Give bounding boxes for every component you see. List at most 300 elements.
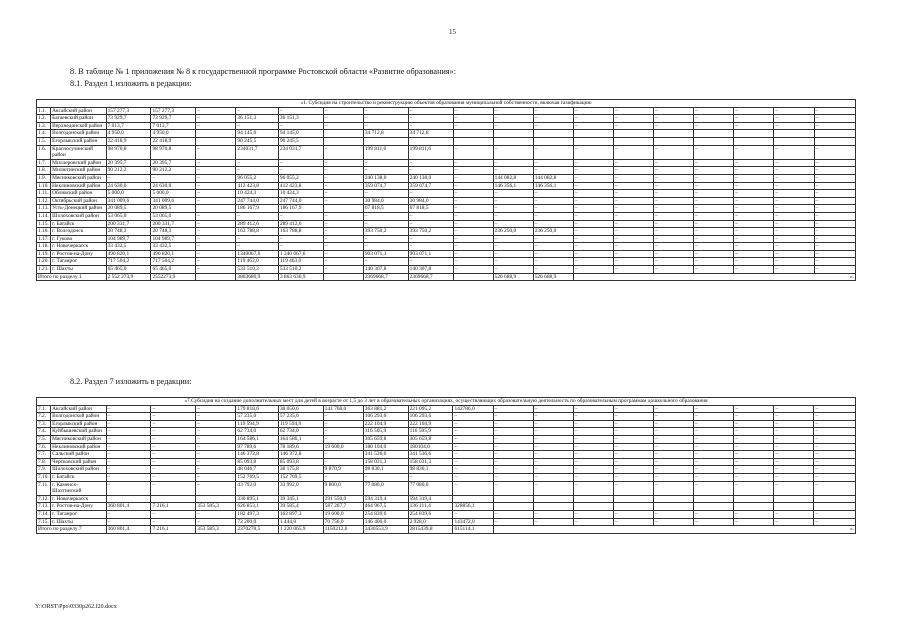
amount-cell: – bbox=[493, 250, 533, 258]
amount-cell: 247 744,0 bbox=[278, 197, 323, 205]
amount-cell: – bbox=[196, 466, 236, 474]
amount-cell: – bbox=[573, 212, 613, 220]
amount-cell: – bbox=[654, 115, 694, 123]
table-caption: «7.Субсидия на создание дополнительных мест для детей в возрасте от 1,5 до 3 лет в образовательных организациях, осуществляющих образовательную деятельность по образовательным программам дошкольного образования bbox=[37, 398, 856, 406]
amount-cell: 57 235,0 bbox=[236, 413, 278, 421]
row-number: 1.17. bbox=[38, 235, 49, 242]
amount-cell: – bbox=[106, 473, 151, 481]
amount-cell: – bbox=[363, 243, 408, 251]
amount-cell: – bbox=[814, 428, 856, 436]
amount-cell: 5 000,0 bbox=[151, 190, 196, 198]
amount-cell: – bbox=[734, 190, 774, 198]
total-cell: 353 585,3 bbox=[196, 526, 236, 534]
table-row bbox=[37, 174, 856, 182]
amount-cell: 464 967,5 bbox=[363, 503, 408, 511]
amount-cell bbox=[653, 503, 693, 511]
amount-cell: – bbox=[774, 435, 814, 443]
amount-cell bbox=[613, 137, 653, 145]
amount-cell: – bbox=[493, 220, 533, 228]
amount-cell: – bbox=[694, 145, 734, 159]
amount-cell: – bbox=[774, 266, 814, 274]
table-row bbox=[37, 190, 856, 198]
amount-cell: – bbox=[774, 205, 814, 213]
amount-cell: – bbox=[196, 266, 236, 274]
amount-cell: – bbox=[533, 428, 573, 436]
amount-cell: 48 046,7 bbox=[236, 466, 278, 474]
amount-cell: – bbox=[734, 250, 774, 258]
amount-cell: – bbox=[654, 258, 694, 266]
amount-cell: 247 744,0 bbox=[236, 197, 278, 205]
amount-cell: – bbox=[106, 451, 151, 459]
amount-cell bbox=[774, 503, 814, 511]
amount-cell: 254 839,6 bbox=[363, 510, 408, 518]
total-cell: 615114,1 bbox=[453, 526, 493, 534]
amount-cell: 20 748,3 bbox=[106, 228, 151, 236]
amount-cell: – bbox=[694, 428, 734, 436]
amount-cell: – bbox=[694, 473, 734, 481]
amount-cell: – bbox=[774, 145, 814, 159]
amount-cell: – bbox=[774, 451, 814, 459]
amount-cell: – bbox=[453, 420, 493, 428]
municipality-name: Верхнедонской район bbox=[51, 122, 106, 130]
amount-cell: – bbox=[814, 266, 856, 274]
amount-cell: 359 074,7 bbox=[408, 182, 453, 190]
amount-cell: – bbox=[323, 243, 363, 251]
row-number: 7.11. bbox=[37, 481, 51, 495]
amount-cell: – bbox=[408, 115, 453, 123]
amount-cell: 240 138,0 bbox=[363, 174, 408, 182]
row-number: 7.13. bbox=[38, 503, 49, 510]
municipality-name: г. Шахты bbox=[51, 266, 106, 274]
amount-cell: – bbox=[196, 235, 236, 243]
total-label: Итого по разделу 1 bbox=[37, 273, 107, 281]
total-cell: 526 688,9 bbox=[493, 273, 533, 281]
amount-cell: – bbox=[453, 220, 493, 228]
amount-cell bbox=[694, 503, 734, 511]
table-row bbox=[37, 107, 856, 115]
row-number: 1.13. bbox=[38, 205, 49, 212]
amount-cell: – bbox=[694, 107, 734, 115]
amount-cell: – bbox=[774, 182, 814, 190]
amount-cell: – bbox=[196, 510, 236, 518]
amount-cell: – bbox=[323, 212, 363, 220]
table-row bbox=[37, 503, 856, 511]
amount-cell: 1340067,6 bbox=[236, 250, 278, 258]
amount-cell: – bbox=[533, 220, 573, 228]
amount-cell: 146 372,8 bbox=[236, 451, 278, 459]
amount-cell: 328856,1 bbox=[453, 503, 493, 511]
amount-cell: – bbox=[196, 212, 236, 220]
amount-cell: – bbox=[363, 115, 408, 123]
amount-cell bbox=[363, 137, 408, 145]
amount-cell: – bbox=[613, 182, 653, 190]
amount-cell: – bbox=[734, 458, 774, 466]
municipality-name: г. Ростов-на-Дону bbox=[51, 503, 106, 511]
amount-cell: – bbox=[196, 443, 236, 451]
amount-cell: – bbox=[814, 473, 856, 481]
amount-cell: 72 200,0 bbox=[236, 518, 278, 526]
amount-cell: 43 792,0 bbox=[236, 481, 278, 495]
amount-cell: – bbox=[734, 122, 774, 130]
amount-cell: 96 055,2 bbox=[278, 174, 323, 182]
amount-cell: – bbox=[613, 250, 653, 258]
amount-cell: – bbox=[774, 212, 814, 220]
amount-cell: – bbox=[408, 159, 453, 167]
amount-cell: – bbox=[613, 458, 653, 466]
amount-cell: 90 245,5 bbox=[236, 137, 278, 145]
amount-cell: – bbox=[533, 115, 573, 123]
municipality-name: Мясниковский район bbox=[51, 435, 106, 443]
amount-cell: – bbox=[814, 159, 856, 167]
amount-cell: – bbox=[106, 510, 151, 518]
amount-cell: – bbox=[734, 481, 774, 495]
amount-cell: – bbox=[278, 159, 323, 167]
amount-cell: – bbox=[533, 481, 573, 495]
amount-cell: – bbox=[323, 413, 363, 421]
amount-cell: – bbox=[493, 159, 533, 167]
amount-cell: – bbox=[694, 115, 734, 123]
amount-cell: – bbox=[363, 235, 408, 243]
amount-cell: – bbox=[196, 197, 236, 205]
table-row bbox=[37, 145, 856, 159]
municipality-name: Неклиновский район bbox=[51, 443, 106, 451]
municipality-name: Мясниковский район bbox=[51, 174, 106, 182]
amount-cell: – bbox=[151, 435, 196, 443]
amount-cell: – bbox=[453, 167, 493, 175]
amount-cell: – bbox=[493, 473, 533, 481]
amount-cell bbox=[694, 137, 734, 145]
amount-cell bbox=[613, 495, 653, 503]
amount-cell: – bbox=[814, 115, 856, 123]
row-number: 1.20. bbox=[38, 258, 49, 265]
amount-cell: – bbox=[453, 243, 493, 251]
amount-cell: – bbox=[106, 443, 151, 451]
amount-cell: 22 418,9 bbox=[106, 137, 151, 145]
row-number: 7.2. bbox=[37, 413, 51, 421]
row-number: 7.3. bbox=[37, 420, 51, 428]
amount-cell: 180 104,0 bbox=[363, 443, 408, 451]
amount-cell: 626 853,1 bbox=[236, 503, 278, 511]
amount-cell: – bbox=[774, 413, 814, 421]
table-row bbox=[37, 130, 856, 138]
amount-cell: – bbox=[493, 107, 533, 115]
municipality-name: Сальский район bbox=[51, 451, 106, 459]
amount-cell: 330 895,1 bbox=[236, 495, 278, 503]
table-row bbox=[37, 197, 856, 205]
amount-cell: 162 897,3 bbox=[278, 510, 323, 518]
amount-cell: – bbox=[653, 413, 693, 421]
amount-cell: – bbox=[533, 205, 573, 213]
amount-cell: 5 000,0 bbox=[106, 190, 151, 198]
amount-cell: 236 250,0 bbox=[533, 228, 573, 236]
amount-cell bbox=[196, 130, 236, 138]
table-row bbox=[37, 122, 856, 130]
amount-cell: – bbox=[653, 510, 693, 518]
municipality-name: Аксайский район bbox=[51, 405, 106, 413]
amount-cell: – bbox=[196, 413, 236, 421]
amount-cell: – bbox=[573, 197, 613, 205]
amount-cell: – bbox=[814, 458, 856, 466]
amount-cell: – bbox=[613, 451, 653, 459]
row-number: 7.10. bbox=[38, 473, 49, 480]
amount-cell: – bbox=[774, 510, 814, 518]
table-row bbox=[37, 182, 856, 190]
amount-cell: – bbox=[323, 258, 363, 266]
amount-cell: – bbox=[278, 167, 323, 175]
amount-cell: – bbox=[408, 107, 453, 115]
amount-cell: – bbox=[493, 413, 533, 421]
amount-cell: 222 104,9 bbox=[363, 420, 408, 428]
amount-cell: – bbox=[453, 174, 493, 182]
amount-cell: – bbox=[493, 243, 533, 251]
amount-cell: 70 756,0 bbox=[323, 518, 363, 526]
amount-cell: – bbox=[814, 220, 856, 228]
amount-cell: – bbox=[196, 182, 236, 190]
amount-cell: – bbox=[573, 159, 613, 167]
municipality-name: г. Таганрог bbox=[51, 258, 106, 266]
amount-cell: 289 412,6 bbox=[278, 220, 323, 228]
municipality-name: Обливский район bbox=[51, 190, 106, 198]
row-number: 1.14. bbox=[38, 212, 49, 219]
amount-cell: 490 820,1 bbox=[106, 250, 151, 258]
amount-cell: 363 881,2 bbox=[363, 405, 408, 413]
amount-cell: 34 712,8 bbox=[363, 130, 408, 138]
amount-cell: – bbox=[408, 167, 453, 175]
amount-cell: – bbox=[493, 420, 533, 428]
amount-cell: – bbox=[363, 220, 408, 228]
amount-cell: – bbox=[278, 212, 323, 220]
amount-cell: – bbox=[196, 220, 236, 228]
amount-cell: – bbox=[774, 190, 814, 198]
municipality-name: г. Каменск-Шахтинский bbox=[51, 481, 106, 495]
amount-cell: – bbox=[493, 167, 533, 175]
amount-cell: – bbox=[323, 115, 363, 123]
amount-cell: – bbox=[613, 428, 653, 436]
amount-cell: – bbox=[694, 518, 734, 526]
amount-cell: – bbox=[151, 458, 196, 466]
amount-cell: 152 769,5 bbox=[278, 473, 323, 481]
amount-cell: 9 870,9 bbox=[323, 466, 363, 474]
amount-cell: 254 839,6 bbox=[408, 510, 453, 518]
amount-cell: – bbox=[453, 473, 493, 481]
amount-cell: 903 071,1 bbox=[363, 250, 408, 258]
amount-cell: – bbox=[151, 510, 196, 518]
row-number: 7.8. bbox=[37, 458, 51, 466]
amount-cell: – bbox=[694, 443, 734, 451]
amount-cell bbox=[814, 503, 856, 511]
amount-cell: – bbox=[151, 473, 196, 481]
amount-cell: – bbox=[453, 190, 493, 198]
amount-cell: – bbox=[196, 167, 236, 175]
amount-cell bbox=[493, 495, 533, 503]
amount-cell: – bbox=[196, 258, 236, 266]
amount-cell: – bbox=[814, 243, 856, 251]
municipality-name: Октябрьский район bbox=[51, 197, 106, 205]
file-path-footer: Y:\ORST\Ppo\0330p262.f20.docx bbox=[35, 604, 117, 610]
amount-cell: – bbox=[151, 466, 196, 474]
amount-cell: – bbox=[814, 145, 856, 159]
amount-cell: – bbox=[734, 174, 774, 182]
amount-cell: – bbox=[653, 428, 693, 436]
amount-cell: – bbox=[196, 428, 236, 436]
amount-cell: – bbox=[573, 235, 613, 243]
amount-cell: 24 630,0 bbox=[106, 182, 151, 190]
table-row bbox=[37, 220, 856, 228]
amount-cell: – bbox=[734, 428, 774, 436]
amount-cell: 20 748,3 bbox=[151, 228, 196, 236]
amount-cell: 341 536,6 bbox=[363, 451, 408, 459]
table-row bbox=[37, 228, 856, 236]
row-number: 7.5. bbox=[37, 435, 51, 443]
amount-cell: – bbox=[814, 122, 856, 130]
amount-cell: – bbox=[533, 420, 573, 428]
amount-cell: 7 013,7 bbox=[151, 122, 196, 130]
amount-cell bbox=[613, 503, 653, 511]
amount-cell: – bbox=[493, 258, 533, 266]
amount-cell: – bbox=[196, 145, 236, 159]
amount-cell: – bbox=[363, 107, 408, 115]
amount-cell: – bbox=[363, 159, 408, 167]
amount-cell: – bbox=[613, 115, 653, 123]
row-number: 1.21. bbox=[38, 266, 49, 273]
municipality-name: Неклиновский район bbox=[51, 182, 106, 190]
amount-cell: 142786,0 bbox=[453, 405, 493, 413]
amount-cell: – bbox=[573, 443, 613, 451]
amount-cell: – bbox=[323, 473, 363, 481]
amount-cell bbox=[654, 137, 694, 145]
table-row bbox=[37, 435, 856, 443]
amount-cell: 106 293,6 bbox=[363, 413, 408, 421]
amount-cell: 146 356,1 bbox=[533, 182, 573, 190]
amount-cell: 186 167,9 bbox=[236, 205, 278, 213]
table-row bbox=[37, 159, 856, 167]
amount-cell: – bbox=[694, 122, 734, 130]
amount-cell bbox=[734, 130, 774, 138]
amount-cell bbox=[573, 503, 613, 511]
amount-cell: 39 585,4 bbox=[278, 503, 323, 511]
row-number: 7.9. bbox=[37, 466, 51, 474]
amount-cell: – bbox=[774, 235, 814, 243]
amount-cell: – bbox=[654, 167, 694, 175]
amount-cell: – bbox=[533, 458, 573, 466]
amount-cell: 10 424,3 bbox=[278, 190, 323, 198]
amount-cell: – bbox=[323, 266, 363, 274]
row-number: 1.8. bbox=[37, 167, 51, 175]
row-number: 1.10. bbox=[38, 182, 49, 189]
amount-cell: – bbox=[734, 220, 774, 228]
amount-cell: – bbox=[453, 451, 493, 459]
amount-cell: – bbox=[573, 167, 613, 175]
amount-cell: – bbox=[734, 473, 774, 481]
amount-cell: 119 594,9 bbox=[236, 420, 278, 428]
amount-cell: – bbox=[453, 122, 493, 130]
amount-cell: – bbox=[196, 435, 236, 443]
amount-cell: – bbox=[278, 243, 323, 251]
municipality-name: г. Гуково bbox=[51, 235, 106, 243]
amount-cell: – bbox=[613, 518, 653, 526]
row-number: 1.16. bbox=[38, 228, 49, 235]
row-number: 1.3. bbox=[37, 122, 51, 130]
amount-cell: 20 089,5 bbox=[151, 205, 196, 213]
amount-cell: – bbox=[493, 197, 533, 205]
amount-cell: – bbox=[573, 182, 613, 190]
amount-cell: 140 307,8 bbox=[363, 266, 408, 274]
amount-cell: – bbox=[363, 122, 408, 130]
amount-cell: – bbox=[734, 159, 774, 167]
amount-cell: – bbox=[613, 205, 653, 213]
amount-cell: – bbox=[323, 228, 363, 236]
amount-cell: 180104,0 bbox=[408, 443, 453, 451]
amount-cell: – bbox=[106, 481, 151, 495]
amount-cell: – bbox=[774, 159, 814, 167]
amount-cell: – bbox=[533, 190, 573, 198]
amount-cell: – bbox=[573, 510, 613, 518]
amount-cell: – bbox=[533, 518, 573, 526]
amount-cell: 146 356,1 bbox=[493, 182, 533, 190]
amount-cell bbox=[654, 130, 694, 138]
amount-cell: 158 031,3 bbox=[408, 458, 453, 466]
row-number: 1.12. bbox=[38, 197, 49, 204]
municipality-name: Чертковский район bbox=[51, 458, 106, 466]
amount-cell: – bbox=[151, 174, 196, 182]
amount-cell: 94 145,0 bbox=[236, 130, 278, 138]
amount-cell: – bbox=[236, 122, 278, 130]
municipality-name: г. Шахты bbox=[51, 518, 106, 526]
amount-cell: – bbox=[453, 145, 493, 159]
amount-cell: – bbox=[654, 107, 694, 115]
amount-cell: – bbox=[278, 122, 323, 130]
amount-cell: – bbox=[323, 451, 363, 459]
amount-cell: – bbox=[573, 466, 613, 474]
total-cell: 360 801,4 bbox=[106, 526, 151, 534]
section2-title: 8.2. Раздел 7 изложить в редакции: bbox=[70, 377, 192, 386]
amount-cell: – bbox=[694, 510, 734, 518]
amount-cell: 157 277,3 bbox=[151, 107, 196, 115]
amount-cell: – bbox=[613, 510, 653, 518]
amount-cell: 19 600,0 bbox=[323, 510, 363, 518]
amount-cell: – bbox=[654, 205, 694, 213]
amount-cell: 10 424,3 bbox=[236, 190, 278, 198]
amount-cell bbox=[533, 503, 573, 511]
amount-cell: 199 811,6 bbox=[408, 145, 453, 159]
amount-cell: – bbox=[694, 174, 734, 182]
amount-cell: – bbox=[106, 174, 151, 182]
amount-cell: – bbox=[453, 205, 493, 213]
amount-cell: – bbox=[774, 115, 814, 123]
municipality-name: Аксайский район bbox=[51, 107, 106, 115]
amount-cell: – bbox=[734, 451, 774, 459]
amount-cell: – bbox=[573, 481, 613, 495]
total-cell: 2815439,8 bbox=[408, 526, 453, 534]
amount-cell: – bbox=[573, 122, 613, 130]
amount-cell: – bbox=[774, 258, 814, 266]
amount-cell: – bbox=[694, 258, 734, 266]
amount-cell: – bbox=[236, 212, 278, 220]
row-number: 7.12. bbox=[38, 495, 49, 502]
amount-cell: – bbox=[814, 510, 856, 518]
row-number: 1.2. bbox=[37, 115, 51, 123]
amount-cell: – bbox=[694, 228, 734, 236]
amount-cell: – bbox=[196, 159, 236, 167]
amount-cell: – bbox=[654, 174, 694, 182]
amount-cell: – bbox=[533, 212, 573, 220]
amount-cell: – bbox=[694, 159, 734, 167]
amount-cell bbox=[694, 130, 734, 138]
amount-cell: – bbox=[493, 266, 533, 274]
table-row bbox=[37, 115, 856, 123]
amount-cell: – bbox=[734, 413, 774, 421]
total-cell: 2 552 273,9 bbox=[106, 273, 151, 281]
